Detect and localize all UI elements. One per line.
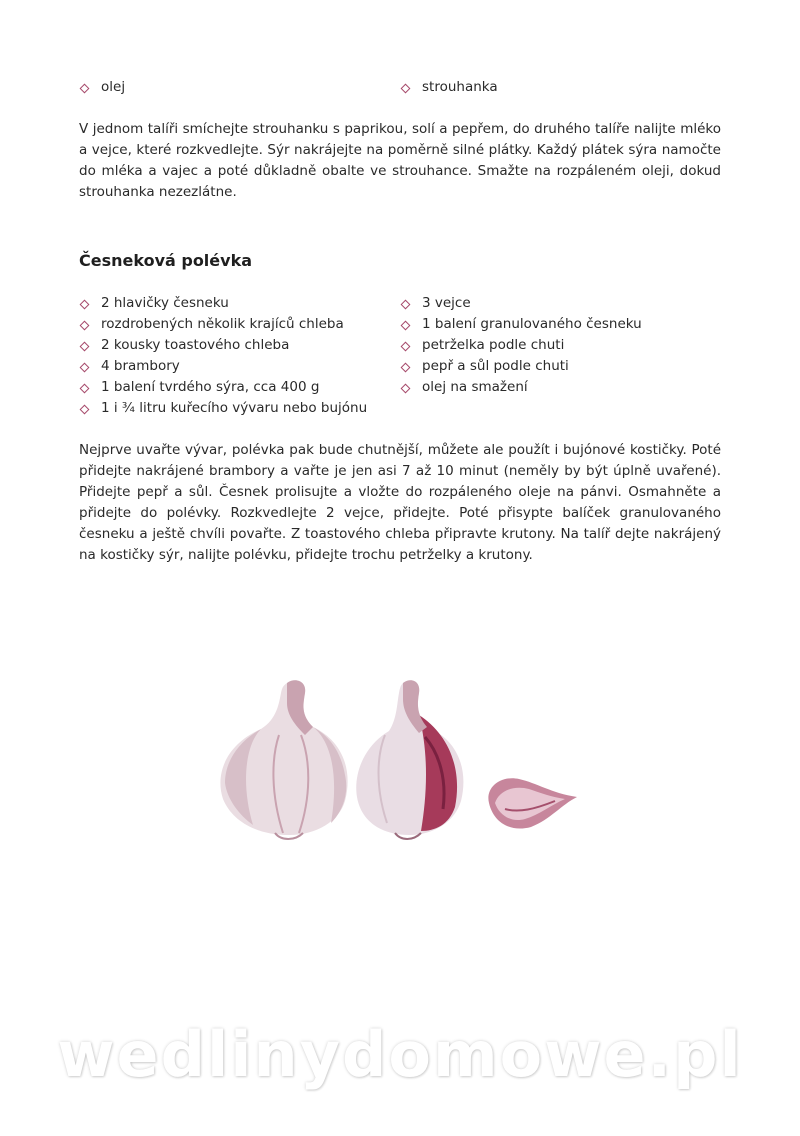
ingredients-list-left [79, 293, 389, 419]
list-item: 3 vejce [400, 293, 720, 314]
recipe-title: Česneková polévka [79, 251, 253, 270]
list-item: 2 kousky toastového chleba [79, 335, 389, 356]
list-item: strouhanka [400, 77, 700, 98]
intro-paragraph: V jednom talíři smíchejte strouhanku s paprikou, solí a pepřem, do druhého talíře nalijte mléko a vejce, které rozkvedlejte. Sýr nakrájejte na poměrně silné plátky. Každý plátek sýra namočte do mléka a vajec a poté důkladně obalte ve strouhance. Smažte na rozpáleném oleji, dokud strouhanka nezezlátne. [79, 121, 721, 200]
top-ingredients-right [400, 77, 700, 98]
list-item: 2 hlavičky česneku [79, 293, 389, 314]
garlic-clove-icon [488, 778, 577, 828]
ingredients-right-column [400, 293, 720, 398]
list-item: olej na smažení [400, 377, 720, 398]
list-item: rozdrobených několik krajíců chleba [79, 314, 389, 335]
watermark: wedlinydomowe.pl [57, 1018, 743, 1091]
list-item: 1 i ¾ litru kuřecího vývaru nebo bujónu [79, 398, 389, 419]
ingredients-list-right [400, 293, 720, 398]
ingredients-left-column [79, 293, 389, 419]
list-item: olej [79, 77, 379, 98]
garlic-bulb-cut-icon [356, 680, 463, 839]
list-item: 4 brambory [79, 356, 389, 377]
top-list-left [79, 77, 379, 98]
top-list-right [400, 77, 700, 98]
list-item: 1 balení granulovaného česneku [400, 314, 720, 335]
top-ingredients-left [79, 77, 379, 98]
list-item: 1 balení tvrdého sýra, cca 400 g [79, 377, 389, 398]
list-item: petrželka podle chuti [400, 335, 720, 356]
method-paragraph: Nejprve uvařte vývar, polévka pak bude chutnější, můžete ale použít i bujónové kostičky. Poté přidejte nakrájené brambory a vařte je jen asi 7 až 10 minut (neměly by být úplně uvařené). Přidejte pepř a sůl. Česnek prolisujte a vložte do rozpáleného oleje na pánvi. Osmahněte a přidejte do polévky. Rozkvedlejte 2 vejce, přidejte. Poté přisypte balíček granulovaného česneku a ještě chvíli povařte. Z toastového chleba připravte krutony. Na talíř dejte nakrájený na kostičky sýr, nalijte polévku, přidejte trochu petrželky a krutony. [79, 442, 721, 563]
list-item: pepř a sůl podle chuti [400, 356, 720, 377]
garlic-illustration [215, 675, 585, 850]
garlic-bulb-whole-icon [220, 680, 347, 839]
